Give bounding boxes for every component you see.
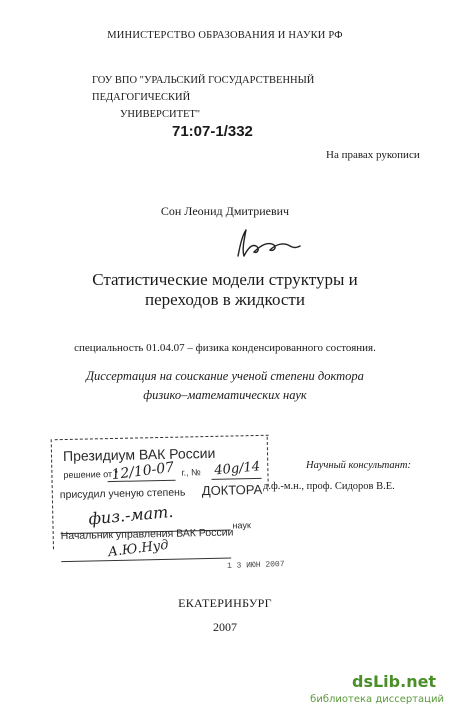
- handwritten-decision-number: 40g/14: [213, 459, 261, 479]
- handwritten-official-signature: А.Ю.Нуд: [107, 537, 170, 561]
- city: ЕКАТЕРИНБУРГ: [178, 596, 272, 610]
- stamp-border-top: [55, 435, 269, 440]
- stamp-border-right: [267, 437, 269, 487]
- stamp-signature-underline: [61, 558, 231, 563]
- year: 2007: [213, 620, 237, 634]
- stamp-decision-number-prefix: г., №: [181, 467, 201, 478]
- stamp-border-left: [51, 439, 54, 549]
- received-date-stamp: 1 3 ИЮН 2007: [226, 559, 285, 572]
- institution-name: [92, 72, 392, 123]
- stamp-head-of-department: Начальник управления ВАК России: [60, 526, 234, 543]
- degree-line-1: Диссертация на соискание ученой степени доктора: [86, 369, 364, 383]
- degree-statement: [0, 367, 450, 405]
- stamp-decision-prefix: решение от ": [63, 468, 118, 481]
- institution-line-1: ГОУ ВПО "УРАЛЬСКИЙ ГОСУДАРСТВЕННЫЙ ПЕДАГОГИЧЕСКИЙ: [92, 75, 315, 103]
- dslib-watermark: [310, 672, 444, 710]
- manuscript-rights-note: На правах рукописи: [326, 149, 420, 161]
- catalog-code: 71:07-1/332: [172, 123, 253, 140]
- stamp-presidium: Президиум ВАК России: [62, 444, 216, 465]
- handwritten-decision-date: 12/10-07: [110, 459, 176, 484]
- stamp-degree: ДОКТОРА: [201, 481, 263, 499]
- dissertation-title: [0, 270, 450, 310]
- author-signature: [230, 226, 305, 260]
- watermark-logo: dsLib.net: [352, 672, 437, 691]
- title-line-2: переходов в жидкости: [145, 290, 305, 309]
- consultant-label: Научный консультант:: [306, 460, 411, 471]
- stamp-awarded-prefix: присудил ученую степень: [59, 486, 186, 502]
- ministry-heading: МИНИСТЕРСТВО ОБРАЗОВАНИЯ И НАУКИ РФ: [107, 30, 343, 41]
- consultant-name: д.ф.-м.н., проф. Сидоров В.Е.: [263, 481, 395, 492]
- watermark-tagline: библиотека диссертаций: [310, 694, 444, 705]
- author-name: Сон Леонид Дмитриевич: [160, 204, 290, 218]
- vak-approval-stamp: [51, 435, 272, 568]
- handwritten-field: физ.-мат.: [87, 501, 175, 529]
- stamp-number-underline: [212, 478, 262, 480]
- degree-line-2: физико–математических наук: [143, 388, 307, 402]
- specialty: специальность 01.04.07 – физика конденсированного состояния.: [74, 342, 376, 354]
- stamp-sciences-suffix: наук: [232, 520, 251, 531]
- title-line-1: Статистические модели структуры и: [92, 270, 358, 289]
- institution-line-2: УНИВЕРСИТЕТ": [120, 109, 201, 120]
